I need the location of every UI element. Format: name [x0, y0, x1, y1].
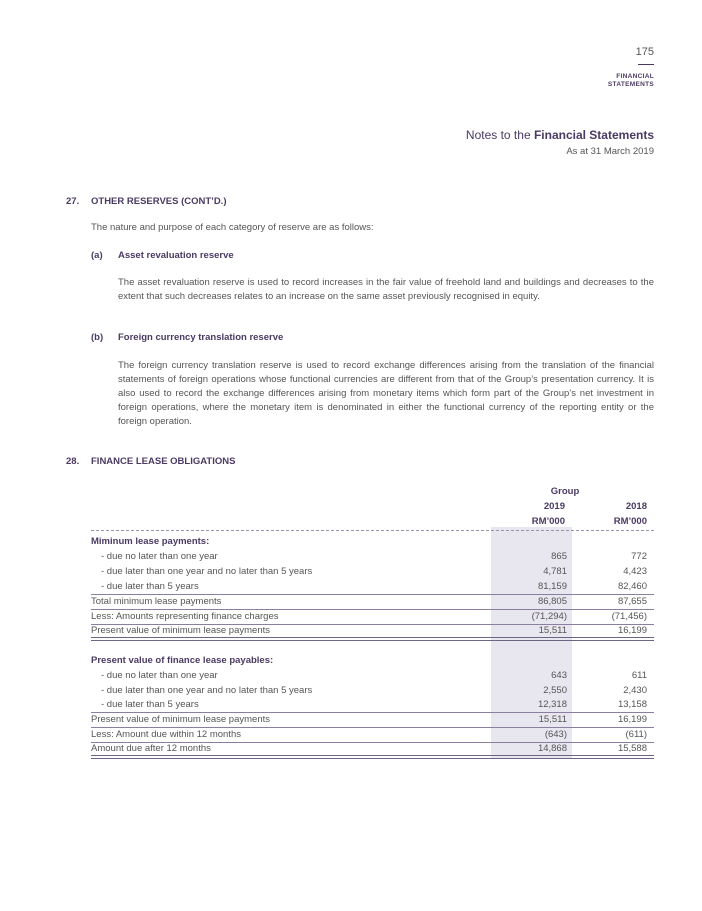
total-double-rule — [91, 755, 654, 759]
table-row — [91, 713, 654, 728]
value-2018: 4,423 — [623, 566, 647, 577]
section-label-line1: FINANCIAL — [616, 73, 654, 80]
note27-b-text: The foreign currency translation reserve is used to record exchange differences arising from the translation of the financial statements of foreign operations whose functional currencies are different from that of the Group’s presentation currency. It is also used to record the exchange differences arising from monetary items which form part of the Group’s net investment in foreign operations, where the monetary item is denominated in either the functional currency of the reporting entity or the foreign operation. — [118, 360, 654, 427]
row-label: - due later than one year and no later than 5 years — [101, 685, 313, 696]
value-2018: 87,655 — [617, 596, 647, 607]
note27-number: 27. — [66, 196, 80, 207]
note27-a-text: The asset revaluation reserve is used to record increases in the fair value of freehold land and buildings and decreases to the extent that such decreases relates to an increase on the same asset previously recognised in equity. — [118, 277, 654, 302]
page-number: 175 — [635, 46, 654, 58]
page-title-bold: Financial Statements — [533, 128, 654, 142]
table-row — [91, 550, 654, 565]
table-row — [91, 595, 654, 610]
table-row — [91, 580, 654, 595]
value-2018: 611 — [631, 670, 647, 681]
col-2018-unit: RM’000 — [613, 516, 647, 527]
table-row — [91, 684, 654, 699]
header-divider — [91, 530, 654, 531]
row-label: - due no later than one year — [101, 670, 218, 681]
group-header: Group — [550, 486, 580, 497]
col-2018-year: 2018 — [625, 501, 647, 512]
note27-a-heading: Asset revaluation reserve — [118, 250, 234, 261]
col-2019-year: 2019 — [543, 501, 565, 512]
section-label — [608, 73, 654, 89]
table-row — [91, 669, 654, 684]
table-row — [91, 610, 654, 625]
value-2019: 2,550 — [543, 685, 567, 696]
row-label: - due later than 5 years — [101, 699, 199, 710]
row-label: Present value of minimum lease payments — [91, 714, 270, 725]
value-2018: 772 — [631, 551, 647, 562]
note27-heading: OTHER RESERVES (CONT’D.) — [91, 196, 227, 207]
row-label: Miminum lease payments: — [91, 536, 210, 547]
row-label: - due later than 5 years — [101, 581, 199, 592]
value-2019: (71,294) — [531, 611, 567, 622]
page-title — [466, 128, 654, 142]
value-2019: 14,868 — [537, 743, 567, 754]
row-label: Amount due after 12 months — [91, 743, 211, 754]
row-label: Present value of minimum lease payments — [91, 625, 270, 636]
row-label: Less: Amounts representing finance charges — [91, 611, 279, 622]
page-title-prefix: Notes to the — [465, 128, 534, 142]
note27-b-heading: Foreign currency translation reserve — [118, 332, 284, 343]
note27-b-label: (b) — [91, 332, 104, 343]
total-double-rule — [91, 637, 654, 641]
value-2018: 16,199 — [617, 625, 647, 636]
table-row — [91, 698, 654, 713]
page-number-rule — [638, 64, 654, 65]
col-2019-unit: RM’000 — [531, 516, 565, 527]
row-label: Less: Amount due within 12 months — [91, 729, 241, 740]
table-row — [91, 728, 654, 743]
value-2018: (71,456) — [611, 611, 647, 622]
value-2019: 15,511 — [538, 625, 567, 636]
value-2018: 15,588 — [617, 743, 647, 754]
value-2018: 13,158 — [617, 699, 647, 710]
value-2018: 82,460 — [617, 581, 647, 592]
value-2018: 16,199 — [617, 714, 647, 725]
value-2018: (611) — [625, 729, 647, 740]
table-row — [91, 565, 654, 580]
row-label: - due no later than one year — [101, 551, 218, 562]
value-2019: 4,781 — [543, 566, 567, 577]
note28-heading: FINANCE LEASE OBLIGATIONS — [91, 456, 236, 467]
value-2019: 865 — [551, 551, 567, 562]
value-2019: 643 — [551, 670, 567, 681]
row-label: Total minimum lease payments — [91, 596, 222, 607]
page-subtitle: As at 31 March 2019 — [566, 146, 654, 157]
row-label: - due later than one year and no later than 5 years — [101, 566, 313, 577]
table-row — [91, 535, 654, 550]
note27-intro: The nature and purpose of each category of reserve are as follows: — [91, 222, 374, 233]
section-label-line2: STATEMENTS — [607, 81, 654, 88]
row-label: Present value of finance lease payables: — [91, 655, 274, 666]
note27-a-label: (a) — [91, 250, 103, 261]
note28-number: 28. — [66, 456, 80, 467]
value-2019: 12,318 — [537, 699, 567, 710]
value-2019: 81,159 — [537, 581, 567, 592]
value-2018: 2,430 — [623, 685, 647, 696]
table-row — [91, 654, 654, 669]
value-2019: 15,511 — [538, 714, 567, 725]
value-2019: (643) — [544, 729, 567, 740]
value-2019: 86,805 — [537, 596, 567, 607]
